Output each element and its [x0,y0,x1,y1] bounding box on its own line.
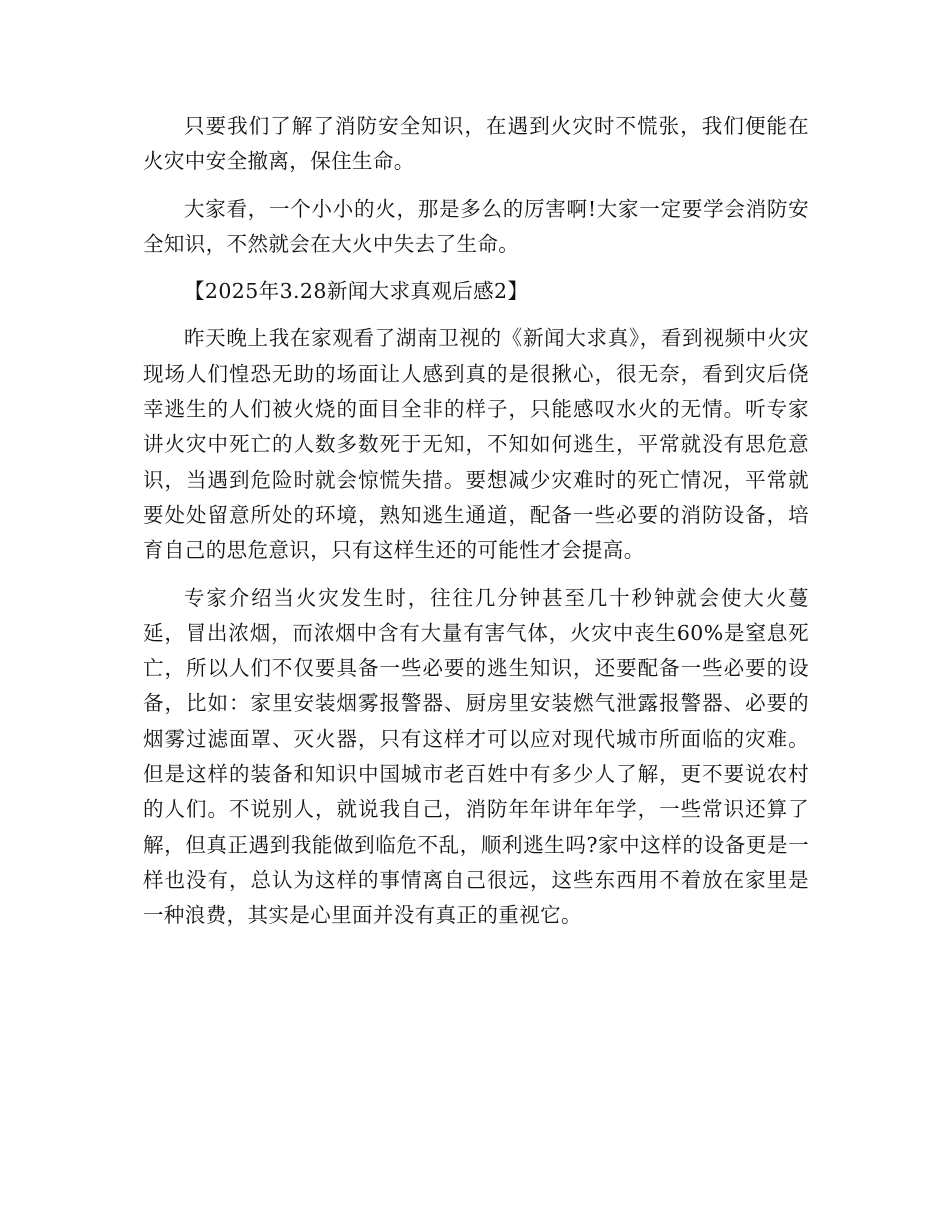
paragraph-small-fire-warning: 大家看，一个小小的火，那是多么的厉害啊!大家一定要学会消防安全知识，不然就会在大火中失去了生命。 [143,196,809,256]
document-body [143,109,809,946]
paragraph-expert-introduction: 专家介绍当火灾发生时，往往几分钟甚至几十秒钟就会使大火蔓延，冒出浓烟，而浓烟中含有大量有害气体，火灾中丧生60%是窒息死亡，所以人们不仅要具备一些必要的逃生知识，还要配备一些必要的设备，比如：家里安装烟雾报警器、厨房里安装燃气泄露报警器、必要的烟雾过滤面罩、灭火器，只有这样才可以应对现代城市所面临的灾难。但是这样的装备和知识中国城市老百姓中有多少人了解，更不要说农村的人们。不说别人，就说我自己，消防年年讲年年学，一些常识还算了解，但真正遇到我能做到临危不乱，顺利逃生吗?家中这样的设备更是一样也没有，总认为这样的事情离自己很远，这些东西用不着放在家里是一种浪费，其实是心里面并没有真正的重视它。 [143,585,809,928]
section-heading: 【2025年3.28新闻大求真观后感2】 [184,279,529,304]
paragraph-fire-safety-knowledge: 只要我们了解了消防安全知识，在遇到火灾时不慌张，我们便能在火灾中安全撤离，保住生命。 [143,114,809,174]
paragraph-news-program-reflection: 昨天晚上我在家观看了湖南卫视的《新闻大求真》，看到视频中火灾现场人们惶恐无助的场面让人感到真的是很揪心，很无奈，看到灾后侥幸逃生的人们被火烧的面目全非的样子，只能感叹水火的无情。听专家讲火灾中死亡的人数多数死于无知，不知如何逃生，平常就没有思危意识，当遇到危险时就会惊慌失措。要想减少灾难时的死亡情况，平常就要处处留意所处的环境，熟知逃生通道，配备一些必要的消防设备，培育自己的思危意识，只有这样生还的可能性才会提高。 [143,326,809,563]
